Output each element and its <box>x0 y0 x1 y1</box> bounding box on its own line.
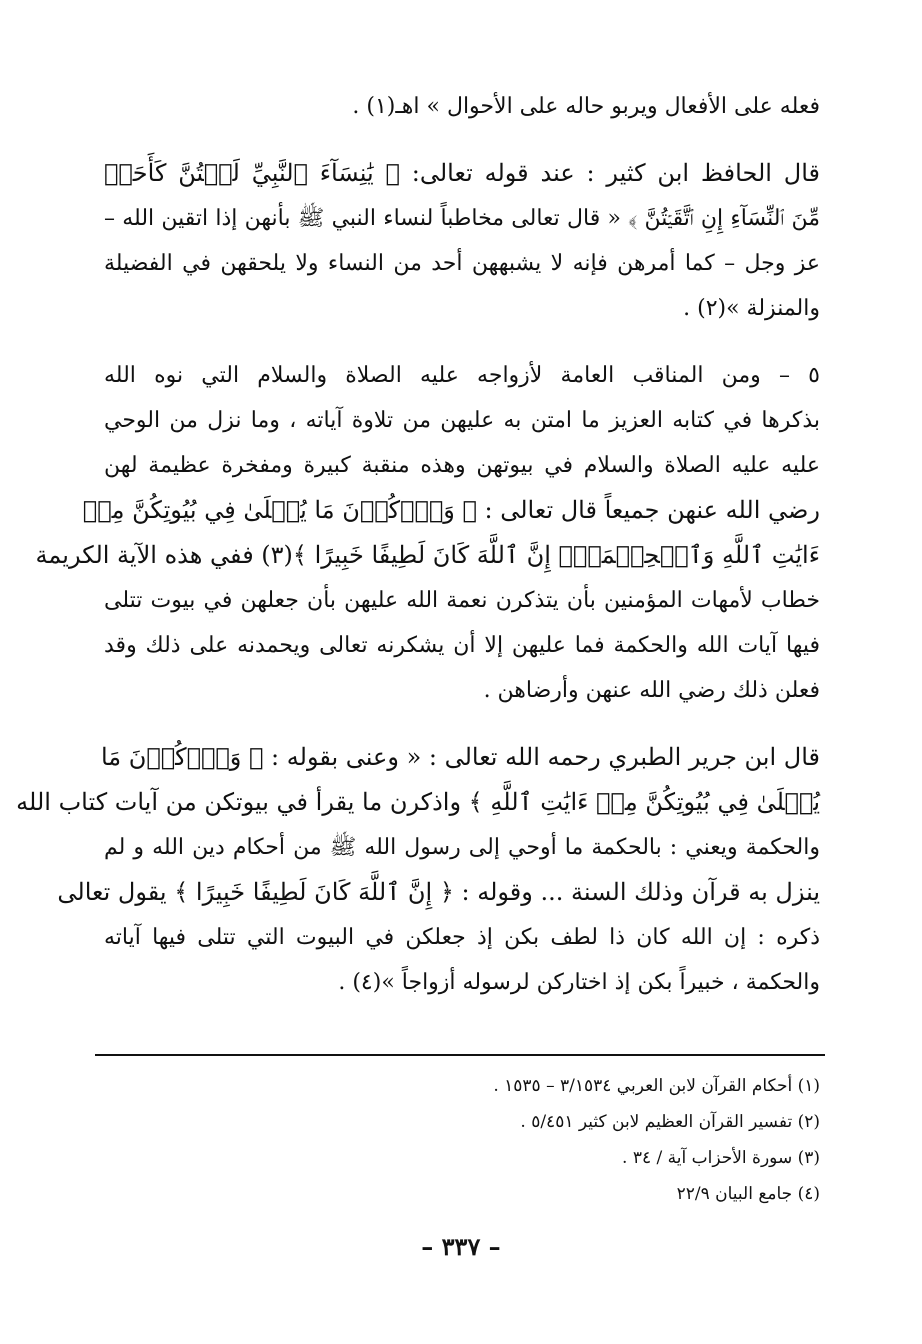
text-line: والمنزلة »(٢) . <box>683 296 820 321</box>
text-line: فعلن ذلك رضي الله عنهن وأرضاهن . <box>483 678 820 703</box>
text-line: ٥ – ومن المناقب العامة لأزواجه عليه الصلاة والسلام التي نوه الله <box>104 363 820 388</box>
text-line: والحكمة ويعني : بالحكمة ما أوحي إلى رسول الله ﷺ من أحكام دين الله و لم <box>104 835 820 860</box>
text-line: قال ابن جرير الطبري رحمه الله تعالى : « وعنى بقوله : ﴿ وَٱذۡكُرۡنَ مَا <box>100 743 820 771</box>
paragraph-ibn-kathir <box>104 151 820 331</box>
text-line: مِّنَ ٱلنِّسَآءِ إِنِ ٱتَّقَيۡتُنَّ ﴾ « قال تعالى مخاطباً لنساء النبي ﷺ بأنهن إذا اتقين الله – <box>104 206 820 231</box>
text-line: ينزل به قرآن وذلك السنة ... وقوله : ﴿ إِنَّ ٱللَّهَ كَانَ لَطِيفًا خَبِيرًا ﴾ يقول تعالى <box>57 878 820 906</box>
footnote-4: (٤) جامع البيان ٢٢/٩ <box>676 1184 820 1204</box>
page-number: – ٣٣٧ – <box>421 1232 501 1261</box>
text-line: عز وجل – كما أمرهن فإنه لا يشبههن أحد من النساء ولا يلحقهن في الفضيلة <box>104 251 820 276</box>
text-line: رضي الله عنهن جميعاً قال تعالى : ﴿ وَٱذۡكُرۡنَ مَا يُتۡلَىٰ فِي بُيُوتِكُنَّ مِنۡ <box>82 496 820 524</box>
text-line: والحكمة ، خبيراً بكن إذ اختاركن لرسوله أزواجاً »(٤) . <box>338 970 820 995</box>
text-line: خطاب لأمهات المؤمنين بأن يتذكرن نعمة الله عليهن بأن جعلهن في بيوت تتلى <box>104 588 820 613</box>
paragraph-fifth-virtue <box>35 353 820 713</box>
text-line: فيها آيات الله والحكمة فما عليهن إلا أن يشكرنه تعالى ويحمدنه على ذلك وقد <box>104 633 820 658</box>
paragraph-intro <box>104 84 820 129</box>
footnote-1: (١) أحكام القرآن لابن العربي ٣/١٥٣٤ – ١٥٣٥ . <box>493 1076 820 1096</box>
text-line: ذكره : إن الله كان ذا لطف بكن إذ جعلكن في البيوت التي تتلى فيها آياته <box>104 925 820 950</box>
footnotes <box>104 1068 820 1212</box>
text-line: فعله على الأفعال ويربو حاله على الأحوال » اهـ(١) . <box>352 94 820 119</box>
main-text <box>16 84 820 1005</box>
footnote-3: (٣) سورة الأحزاب آية / ٣٤ . <box>622 1148 820 1168</box>
text-line: يُتۡلَىٰ فِي بُيُوتِكُنَّ مِنۡ ءَايَٰتِ ٱللَّهِ ﴾ واذكرن ما يقرأ في بيوتكن من آيات كتاب الله <box>16 788 820 816</box>
paragraph-ibn-jarir <box>16 735 820 1005</box>
text-line: قال الحافظ ابن كثير : عند قوله تعالى: ﴿ يَٰنِسَآءَ ٱلنَّبِيِّ لَسۡتُنَّ كَأَحَدٖ <box>104 159 820 187</box>
text-line: عليه عليه الصلاة والسلام في بيوتهن وهذه منقبة كبيرة ومفخرة عظيمة لهن <box>104 453 820 478</box>
text-line: بذكرها في كتابه العزيز ما امتن به عليهن من تلاوة آياته ، وما نزل من الوحي <box>104 408 820 433</box>
footnote-2: (٢) تفسير القرآن العظيم لابن كثير ٥/٤٥١ . <box>520 1112 820 1132</box>
text-line: ءَايَٰتِ ٱللَّهِ وَٱلۡحِكۡمَةِۚ إِنَّ ٱللَّهَ كَانَ لَطِيفًا خَبِيرًا ﴾(٣) ففي هذه الآية الكريمة <box>35 541 820 569</box>
footnote-divider <box>95 1054 825 1056</box>
